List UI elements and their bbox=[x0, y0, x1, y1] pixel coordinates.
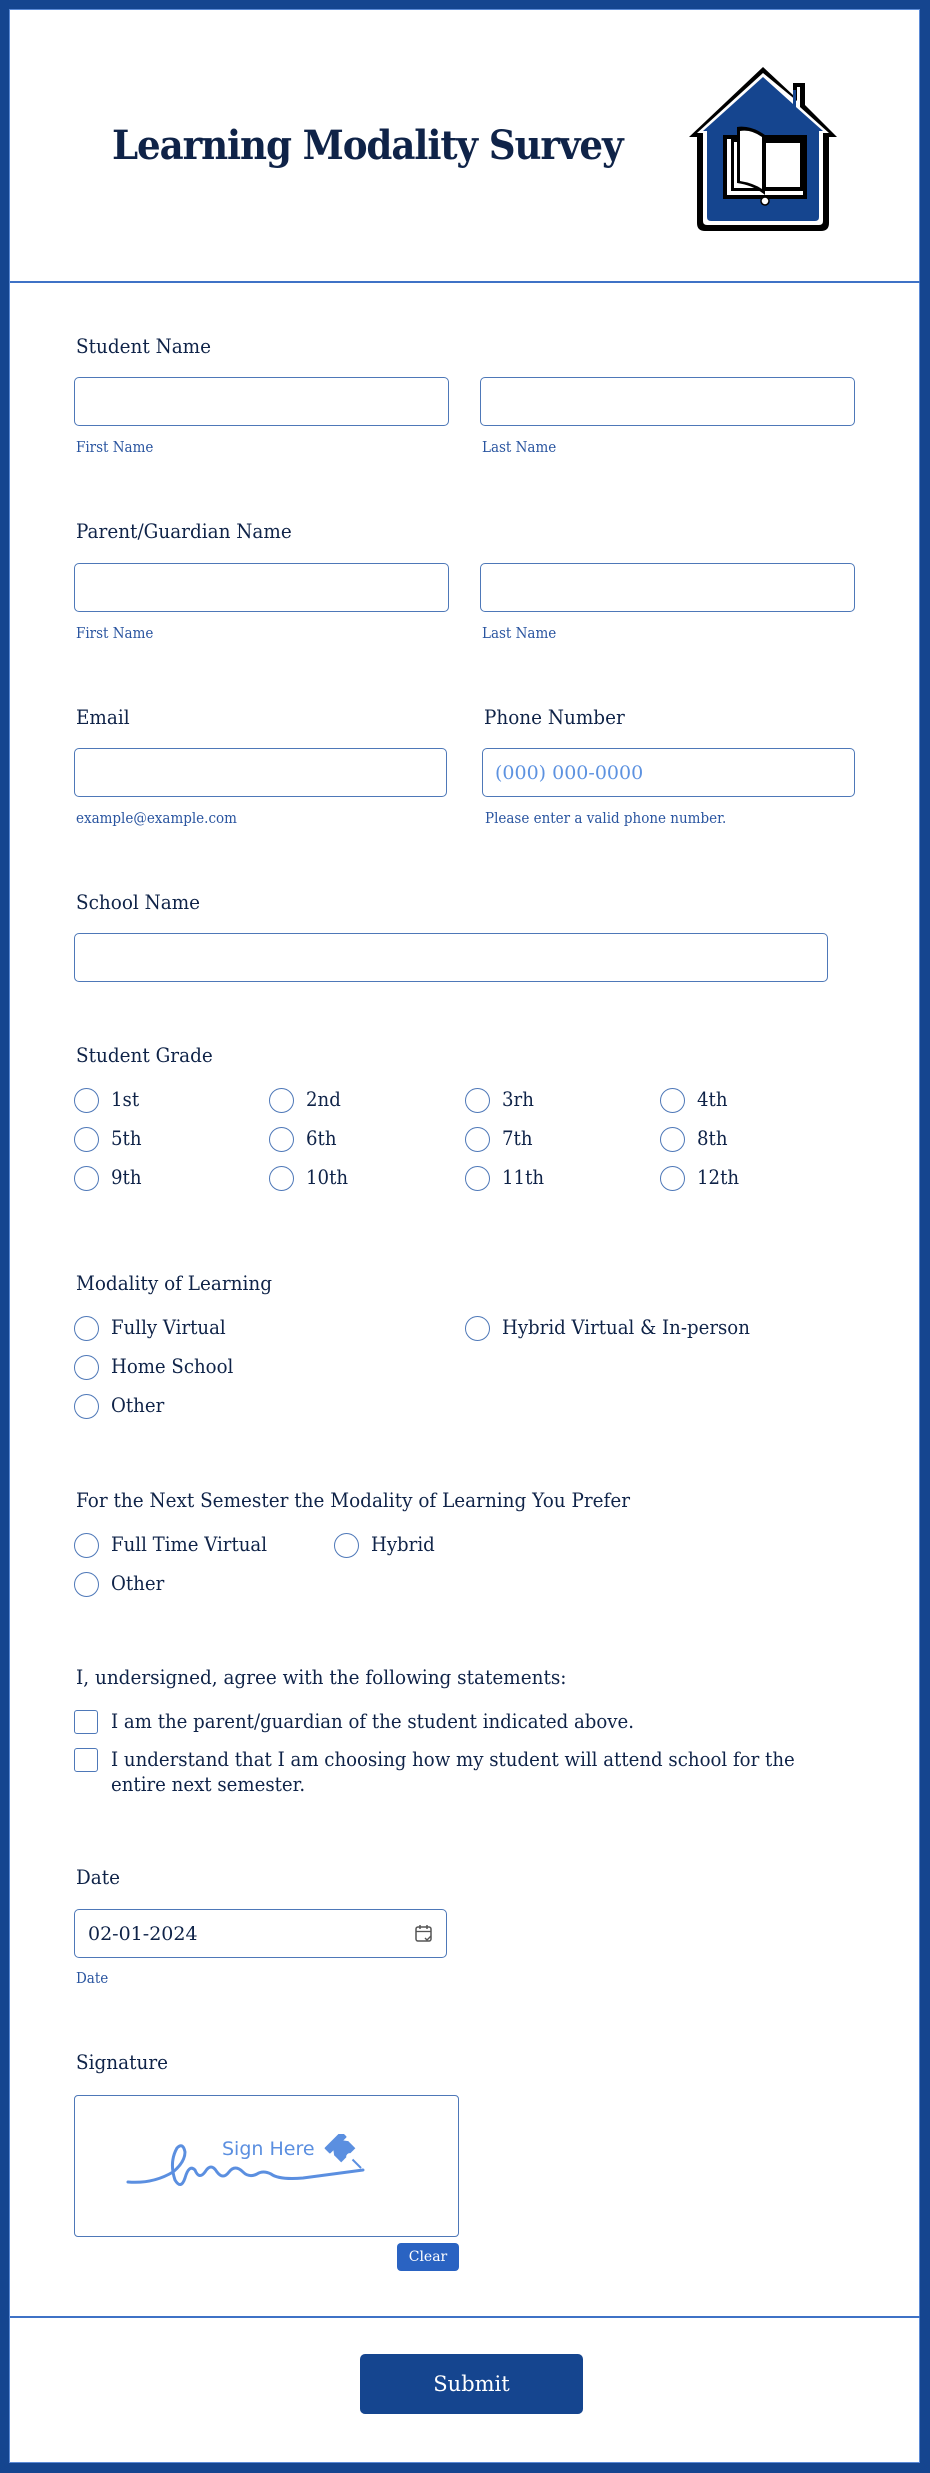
guardian-name-label: Parent/Guardian Name bbox=[76, 519, 292, 543]
grade-option-label: 1st bbox=[111, 1088, 140, 1111]
phone-sublabel: Please enter a valid phone number. bbox=[485, 811, 727, 827]
modality-radio-fully-virtual[interactable] bbox=[74, 1316, 99, 1341]
grade-option-label: 3rh bbox=[502, 1088, 534, 1111]
next-semester-option-label: Full Time Virtual bbox=[111, 1533, 268, 1556]
date-label: Date bbox=[76, 1865, 121, 1889]
modality-option-label: Other bbox=[111, 1394, 165, 1417]
grade-option-label: 8th bbox=[697, 1127, 728, 1150]
page-title: Learning Modality Survey bbox=[112, 122, 623, 169]
modality-option-label: Home School bbox=[111, 1355, 234, 1378]
school-name-input[interactable] bbox=[74, 933, 828, 982]
grade-option-label: 4th bbox=[697, 1088, 728, 1111]
student-last-name-sublabel: Last Name bbox=[482, 440, 557, 456]
grade-option-label: 5th bbox=[111, 1127, 142, 1150]
signature-label: Signature bbox=[76, 2050, 169, 2074]
next-semester-option-label: Hybrid bbox=[371, 1533, 435, 1556]
date-sublabel: Date bbox=[76, 1971, 109, 1987]
agreement-item-text-cont: entire next semester. bbox=[111, 1773, 306, 1796]
modality-radio-home-school[interactable] bbox=[74, 1355, 99, 1380]
phone-label: Phone Number bbox=[484, 705, 625, 729]
grade-radio-4th[interactable] bbox=[660, 1088, 685, 1113]
next-semester-radio-hybrid[interactable] bbox=[334, 1533, 359, 1558]
student-name-label: Student Name bbox=[76, 334, 212, 358]
calendar-icon[interactable] bbox=[414, 1923, 434, 1945]
guardian-last-name-input[interactable] bbox=[480, 563, 855, 612]
agreement-label: I, undersigned, agree with the following statements: bbox=[76, 1665, 567, 1689]
grade-radio-12th[interactable] bbox=[660, 1166, 685, 1191]
footer-divider bbox=[10, 2316, 920, 2318]
grade-option-label: 11th bbox=[502, 1166, 545, 1189]
pen-signature-icon bbox=[123, 2134, 423, 2204]
agreement-checkbox-understand[interactable] bbox=[74, 1748, 98, 1772]
date-input[interactable] bbox=[74, 1909, 447, 1958]
email-input[interactable] bbox=[74, 748, 447, 797]
grade-option-label: 9th bbox=[111, 1166, 142, 1189]
guardian-last-name-sublabel: Last Name bbox=[482, 626, 557, 642]
agreement-item-text: I understand that I am choosing how my student will attend school for the bbox=[111, 1748, 795, 1771]
grade-option-label: 6th bbox=[306, 1127, 337, 1150]
next-semester-radio-other[interactable] bbox=[74, 1572, 99, 1597]
grade-radio-1st[interactable] bbox=[74, 1088, 99, 1113]
grade-radio-8th[interactable] bbox=[660, 1127, 685, 1152]
modality-option-label: Hybrid Virtual & In-person bbox=[502, 1316, 750, 1339]
email-label: Email bbox=[76, 705, 130, 729]
grade-radio-10th[interactable] bbox=[269, 1166, 294, 1191]
student-first-name-sublabel: First Name bbox=[76, 440, 154, 456]
clear-signature-button[interactable]: Clear bbox=[397, 2243, 459, 2271]
guardian-first-name-input[interactable] bbox=[74, 563, 449, 612]
grade-radio-3rd[interactable] bbox=[465, 1088, 490, 1113]
signature-pad[interactable] bbox=[74, 2095, 459, 2237]
student-last-name-input[interactable] bbox=[480, 377, 855, 426]
modality-radio-hybrid[interactable] bbox=[465, 1316, 490, 1341]
house-book-icon bbox=[683, 55, 843, 235]
submit-button[interactable]: Submit bbox=[360, 2354, 583, 2414]
grade-option-label: 7th bbox=[502, 1127, 533, 1150]
header-divider bbox=[10, 281, 920, 283]
sign-here-text: Sign Here bbox=[222, 2138, 315, 2160]
grade-option-label: 10th bbox=[306, 1166, 349, 1189]
school-name-label: School Name bbox=[76, 890, 201, 914]
student-first-name-input[interactable] bbox=[74, 377, 449, 426]
grade-radio-2nd[interactable] bbox=[269, 1088, 294, 1113]
grade-radio-11th[interactable] bbox=[465, 1166, 490, 1191]
grade-option-label: 2nd bbox=[306, 1088, 341, 1111]
grade-radio-5th[interactable] bbox=[74, 1127, 99, 1152]
student-grade-label: Student Grade bbox=[76, 1043, 213, 1067]
phone-input[interactable] bbox=[482, 748, 855, 797]
modality-option-label: Fully Virtual bbox=[111, 1316, 226, 1339]
agreement-item-text: I am the parent/guardian of the student indicated above. bbox=[111, 1710, 635, 1733]
grade-radio-7th[interactable] bbox=[465, 1127, 490, 1152]
next-semester-label: For the Next Semester the Modality of Learning You Prefer bbox=[76, 1488, 631, 1512]
guardian-first-name-sublabel: First Name bbox=[76, 626, 154, 642]
next-semester-radio-full-time-virtual[interactable] bbox=[74, 1533, 99, 1558]
agreement-checkbox-guardian[interactable] bbox=[74, 1710, 98, 1734]
email-sublabel: example@example.com bbox=[76, 811, 237, 827]
grade-radio-9th[interactable] bbox=[74, 1166, 99, 1191]
grade-radio-6th[interactable] bbox=[269, 1127, 294, 1152]
modality-radio-other[interactable] bbox=[74, 1394, 99, 1419]
modality-label: Modality of Learning bbox=[76, 1271, 273, 1295]
next-semester-option-label: Other bbox=[111, 1572, 165, 1595]
grade-option-label: 12th bbox=[697, 1166, 740, 1189]
